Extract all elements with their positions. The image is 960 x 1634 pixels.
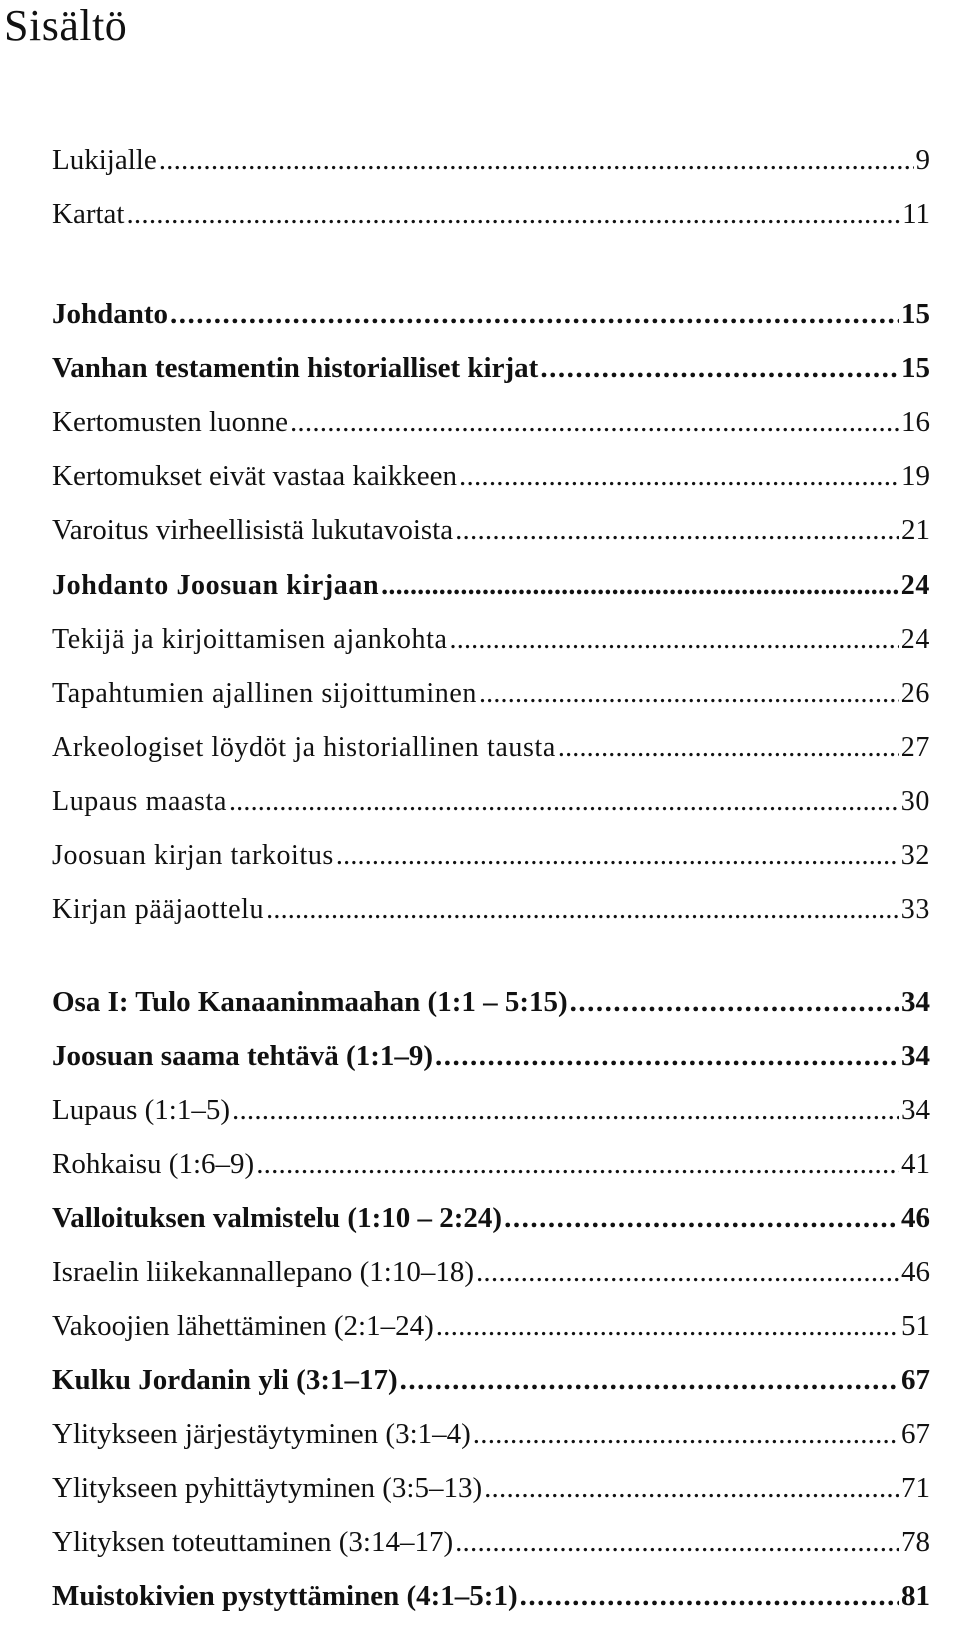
- toc-entry-title: Ylityksen toteuttaminen (3:14–17): [52, 1526, 454, 1558]
- toc-entry[interactable]: [52, 460, 930, 493]
- toc-entry-title: Ylitykseen pyhittäytyminen (3:5–13): [52, 1472, 483, 1504]
- toc-entry[interactable]: [52, 1472, 930, 1505]
- toc-entry-page-number: 19: [901, 460, 930, 492]
- toc-entry[interactable]: [52, 1202, 930, 1235]
- toc-entry-title: Johdanto: [52, 298, 169, 330]
- dot-leader: [435, 1040, 899, 1073]
- toc-entry-page-number: 67: [901, 1364, 930, 1396]
- toc-entry[interactable]: [52, 1364, 930, 1397]
- toc-entry[interactable]: [52, 840, 930, 872]
- toc-entry-page-number: 16: [901, 406, 930, 438]
- toc-entry-title: Osa I: Tulo Kanaaninmaahan (1:1 – 5:15): [52, 986, 568, 1018]
- toc-entry-title: Lupaus maasta: [52, 786, 227, 817]
- toc-entry-title: Ylitykseen järjestäytyminen (3:1–4): [52, 1418, 471, 1450]
- toc-entry-title: Varoitus virheellisistä lukutavoista: [52, 514, 454, 546]
- dot-leader: [381, 570, 899, 602]
- toc-entry-title: Kertomusten luonne: [52, 406, 288, 438]
- toc-entry-page-number: 34: [901, 1094, 930, 1126]
- toc-entry[interactable]: [52, 624, 930, 656]
- toc-entry-title: Tapahtumien ajallinen sijoittuminen: [52, 678, 477, 709]
- toc-entry-page-number: 78: [901, 1526, 930, 1558]
- toc-entry-title: Lupaus (1:1–5): [52, 1094, 230, 1126]
- toc-entry-title: Vanhan testamentin historialliset kirjat: [52, 352, 539, 384]
- page-title: Sisältö: [4, 1, 128, 50]
- toc-entry[interactable]: [52, 678, 930, 710]
- toc-entry-page-number: 34: [901, 986, 930, 1018]
- toc-entry[interactable]: [52, 786, 930, 818]
- dot-leader: [476, 1256, 899, 1289]
- toc-entry-page-number: 9: [915, 144, 930, 176]
- toc-entry[interactable]: [52, 298, 930, 331]
- toc-entry-title: Rohkaisu (1:6–9): [52, 1148, 255, 1180]
- toc-entry-page-number: 33: [900, 894, 930, 925]
- dot-leader: [170, 298, 899, 331]
- toc-entry-title: Vakoojien lähettäminen (2:1–24): [52, 1310, 434, 1342]
- toc-entry-page-number: 24: [900, 570, 930, 601]
- toc-entry[interactable]: [52, 352, 930, 385]
- toc-entry-title: Lukijalle: [52, 144, 157, 176]
- toc-entry-page-number: 32: [900, 840, 930, 871]
- dot-leader: [504, 1202, 899, 1235]
- toc-entry[interactable]: [52, 1526, 930, 1559]
- dot-leader: [473, 1418, 899, 1451]
- toc-entry-title: Johdanto Joosuan kirjaan: [52, 570, 380, 601]
- toc-entry-page-number: 15: [901, 298, 930, 330]
- toc-entry[interactable]: [52, 1418, 930, 1451]
- dot-leader: [459, 460, 899, 493]
- toc-entry[interactable]: [52, 894, 930, 926]
- dot-leader: [570, 986, 899, 1019]
- dot-leader: [232, 1094, 899, 1127]
- toc-entry-page-number: 27: [900, 732, 930, 763]
- toc-entry[interactable]: [52, 1580, 930, 1613]
- toc-entry-page-number: 21: [901, 514, 930, 546]
- dot-leader: [256, 1148, 899, 1181]
- dot-leader: [336, 840, 899, 872]
- dot-leader: [455, 1526, 899, 1559]
- toc-entry-title: Kertomukset eivät vastaa kaikkeen: [52, 460, 458, 492]
- toc-entry-page-number: 24: [900, 624, 930, 655]
- toc-entry-page-number: 51: [901, 1310, 930, 1342]
- dot-leader: [484, 1472, 899, 1505]
- toc-entry-title: Kirjan pääjaottelu: [52, 894, 265, 925]
- toc-entry-page-number: 81: [901, 1580, 930, 1612]
- dot-leader: [455, 514, 899, 547]
- toc-entry-title: Joosuan saama tehtävä (1:1–9): [52, 1040, 434, 1072]
- toc-entry[interactable]: [52, 198, 930, 231]
- toc-entry[interactable]: [52, 144, 930, 177]
- dot-leader: [436, 1310, 899, 1343]
- toc-entry-page-number: 11: [902, 198, 930, 230]
- toc-entry[interactable]: [52, 1310, 930, 1343]
- toc-entry[interactable]: [52, 406, 930, 439]
- toc-entry-title: Arkeologiset löydöt ja historiallinen tausta: [52, 732, 556, 763]
- toc-entry-page-number: 71: [901, 1472, 930, 1504]
- toc-entry-page-number: 46: [901, 1202, 930, 1234]
- toc-entry[interactable]: [52, 1094, 930, 1127]
- toc-entry-title: Kulku Jordanin yli (3:1–17): [52, 1364, 398, 1396]
- toc-entry-page-number: 41: [901, 1148, 930, 1180]
- toc-entry-title: Joosuan kirjan tarkoitus: [52, 840, 334, 871]
- toc-entry[interactable]: [52, 986, 930, 1019]
- dot-leader: [400, 1364, 899, 1397]
- dot-leader: [558, 732, 899, 764]
- toc-entry-title: Tekijä ja kirjoittamisen ajankohta: [52, 624, 448, 655]
- toc-entry-title: Israelin liikekannallepano (1:10–18): [52, 1256, 474, 1288]
- toc-entry-title: Kartat: [52, 198, 125, 230]
- toc-entry[interactable]: [52, 570, 930, 602]
- dot-leader: [479, 678, 899, 710]
- toc-entry[interactable]: [52, 732, 930, 764]
- dot-leader: [159, 144, 914, 177]
- dot-leader: [229, 786, 899, 818]
- toc-entry-page-number: 34: [901, 1040, 930, 1072]
- toc-entry[interactable]: [52, 1148, 930, 1181]
- toc-entry-title: Valloituksen valmistelu (1:10 – 2:24): [52, 1202, 503, 1234]
- dot-leader: [290, 406, 899, 439]
- dot-leader: [520, 1580, 899, 1613]
- toc-entry-page-number: 26: [900, 678, 930, 709]
- dot-leader: [540, 352, 899, 385]
- toc-entry-page-number: 15: [901, 352, 930, 384]
- toc-entry-title: Muistokivien pystyttäminen (4:1–5:1): [52, 1580, 518, 1612]
- dot-leader: [266, 894, 899, 926]
- dot-leader: [126, 198, 900, 231]
- toc-entry[interactable]: [52, 1256, 930, 1289]
- toc-entry-page-number: 46: [901, 1256, 930, 1288]
- toc-entry[interactable]: [52, 514, 930, 547]
- toc-entry-page-number: 67: [901, 1418, 930, 1450]
- toc-entry-page-number: 30: [900, 786, 930, 817]
- dot-leader: [450, 624, 899, 656]
- toc-entry[interactable]: [52, 1040, 930, 1073]
